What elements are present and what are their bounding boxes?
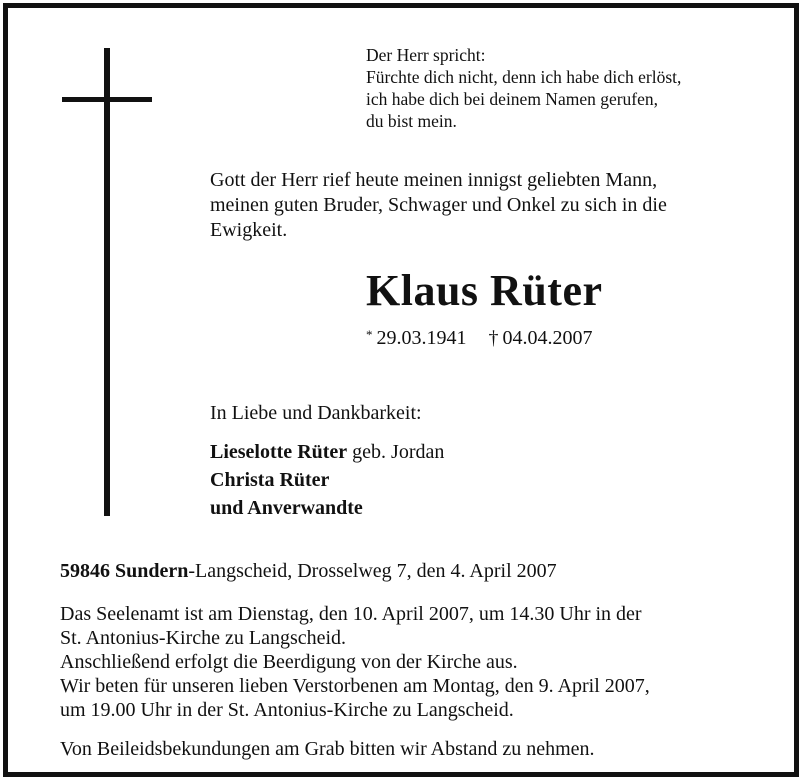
birth-date: 29.03.1941 xyxy=(376,327,467,349)
death-date: 04.04.2007 xyxy=(502,327,593,349)
funeral-line: Das Seelenamt ist am Dienstag, den 10. April 2007, um 14.30 Uhr in der xyxy=(60,603,642,625)
intro-line: Ewigkeit. xyxy=(210,219,288,241)
birth-star-icon: * xyxy=(366,327,373,342)
family-signature xyxy=(210,438,444,522)
thanks-line: In Liebe und Dankbarkeit: xyxy=(210,402,422,424)
death-dagger-icon: † xyxy=(488,327,499,349)
verse-line: du bist mein. xyxy=(366,111,457,131)
family-line xyxy=(210,466,444,494)
life-dates xyxy=(366,322,593,351)
funeral-line: Wir beten für unseren lieben Verstorbenen am Montag, den 9. April 2007, xyxy=(60,675,650,697)
family-line xyxy=(210,438,444,466)
verse-line: Fürchte dich nicht, denn ich habe dich erlöst, xyxy=(366,67,682,87)
obituary-frame xyxy=(3,3,799,777)
family-name-bold: Lieselotte Rüter xyxy=(210,441,348,463)
intro-text xyxy=(210,168,762,243)
cross-icon-crossbar xyxy=(62,97,152,102)
funeral-line: um 19.00 Uhr in der St. Antonius-Kirche zu Langscheid. xyxy=(60,699,514,721)
family-line xyxy=(210,494,444,522)
family-name-bold: Christa Rüter xyxy=(210,469,330,491)
family-maiden-name: geb. Jordan xyxy=(347,441,445,463)
cross-icon xyxy=(104,48,110,516)
postal-city: 59846 Sundern xyxy=(60,560,189,582)
bible-verse xyxy=(366,44,681,132)
funeral-line: St. Antonius-Kirche zu Langscheid. xyxy=(60,627,347,649)
intro-line: Gott der Herr rief heute meinen innigst geliebten Mann, xyxy=(210,169,658,191)
closing-note: Von Beileidsbekundungen am Grab bitten wir Abstand zu nehmen. xyxy=(60,738,595,760)
street-date: -Langscheid, Drosselweg 7, den 4. April 2007 xyxy=(188,560,557,582)
deceased-name: Klaus Rüter xyxy=(366,266,603,315)
funeral-line: Anschließend erfolgt die Beerdigung von der Kirche aus. xyxy=(60,651,518,673)
family-relatives: und Anverwandte xyxy=(210,497,363,519)
verse-line: ich habe dich bei deinem Namen gerufen, xyxy=(366,89,659,109)
verse-line: Der Herr spricht: xyxy=(366,45,486,65)
intro-line: meinen guten Bruder, Schwager und Onkel zu sich in die xyxy=(210,194,667,216)
address-line xyxy=(60,558,557,584)
funeral-info xyxy=(60,602,650,722)
